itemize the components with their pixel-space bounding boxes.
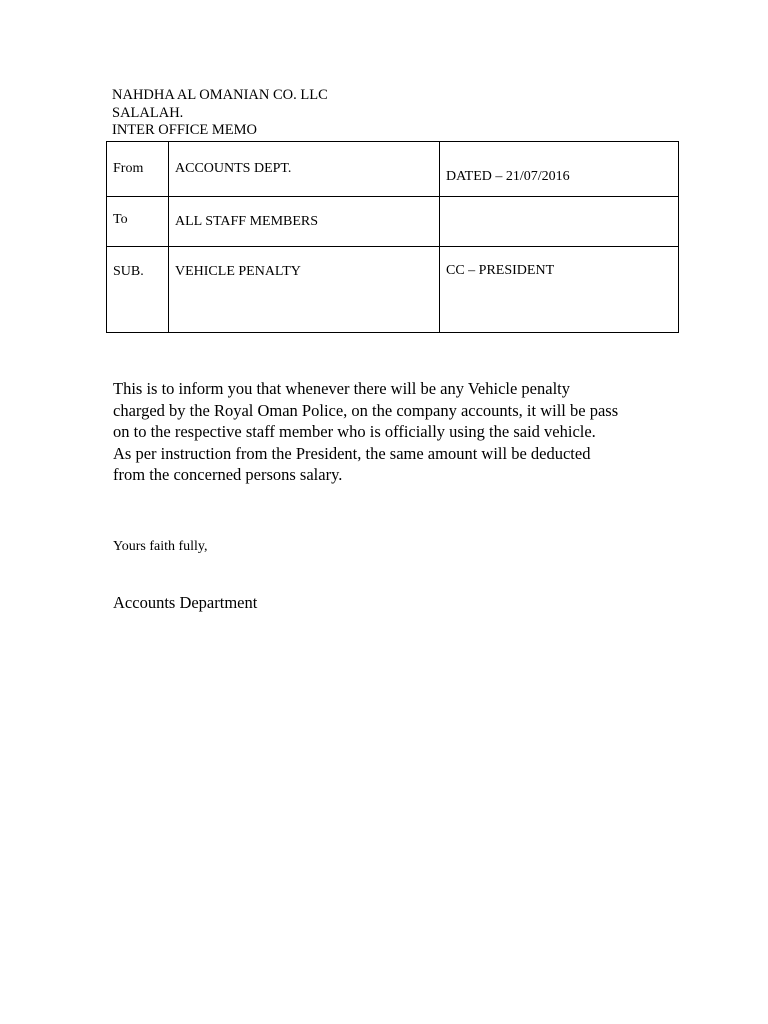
memo-header	[112, 87, 328, 140]
subject-label: SUB.	[113, 264, 144, 279]
body-line: on to the respective staff member who is officially using the said vehicle.	[113, 422, 596, 441]
body-line: charged by the Royal Oman Police, on the company accounts, it will be pass	[113, 400, 619, 420]
from-value-cell	[169, 142, 440, 197]
from-value: ACCOUNTS DEPT.	[175, 161, 292, 176]
memo-details-table	[106, 141, 679, 333]
closing-line: Yours faith fully,	[113, 539, 208, 554]
from-label: From	[113, 161, 144, 176]
company-name: NAHDHA AL OMANIAN CO. LLC	[112, 87, 328, 103]
body-line: from the concerned persons salary.	[113, 465, 343, 484]
body-line: This is to inform you that whenever there will be any Vehicle penalty	[113, 379, 570, 398]
cc-value: CC – PRESIDENT	[446, 263, 555, 278]
table-row-subject	[107, 247, 679, 333]
body-line: As per instruction from the President, the same amount will be deducted	[113, 443, 591, 463]
memo-type: INTER OFFICE MEMO	[112, 122, 258, 138]
empty-cell	[440, 197, 679, 247]
to-label: To	[113, 212, 128, 227]
dated-cell	[440, 142, 679, 197]
subject-value-cell	[169, 247, 440, 333]
signature-line: Accounts Department	[113, 593, 258, 612]
company-city: SALALAH.	[112, 104, 184, 121]
to-value-cell	[169, 197, 440, 247]
subject-value: VEHICLE PENALTY	[175, 264, 301, 279]
table-row-from	[107, 142, 679, 197]
to-value: ALL STAFF MEMBERS	[175, 214, 319, 229]
to-label-cell	[107, 197, 169, 247]
from-label-cell	[107, 142, 169, 197]
dated-value: DATED – 21/07/2016	[446, 169, 570, 184]
subject-label-cell	[107, 247, 169, 333]
memo-body	[113, 378, 673, 486]
table-row-to	[107, 197, 679, 247]
cc-cell	[440, 247, 679, 333]
